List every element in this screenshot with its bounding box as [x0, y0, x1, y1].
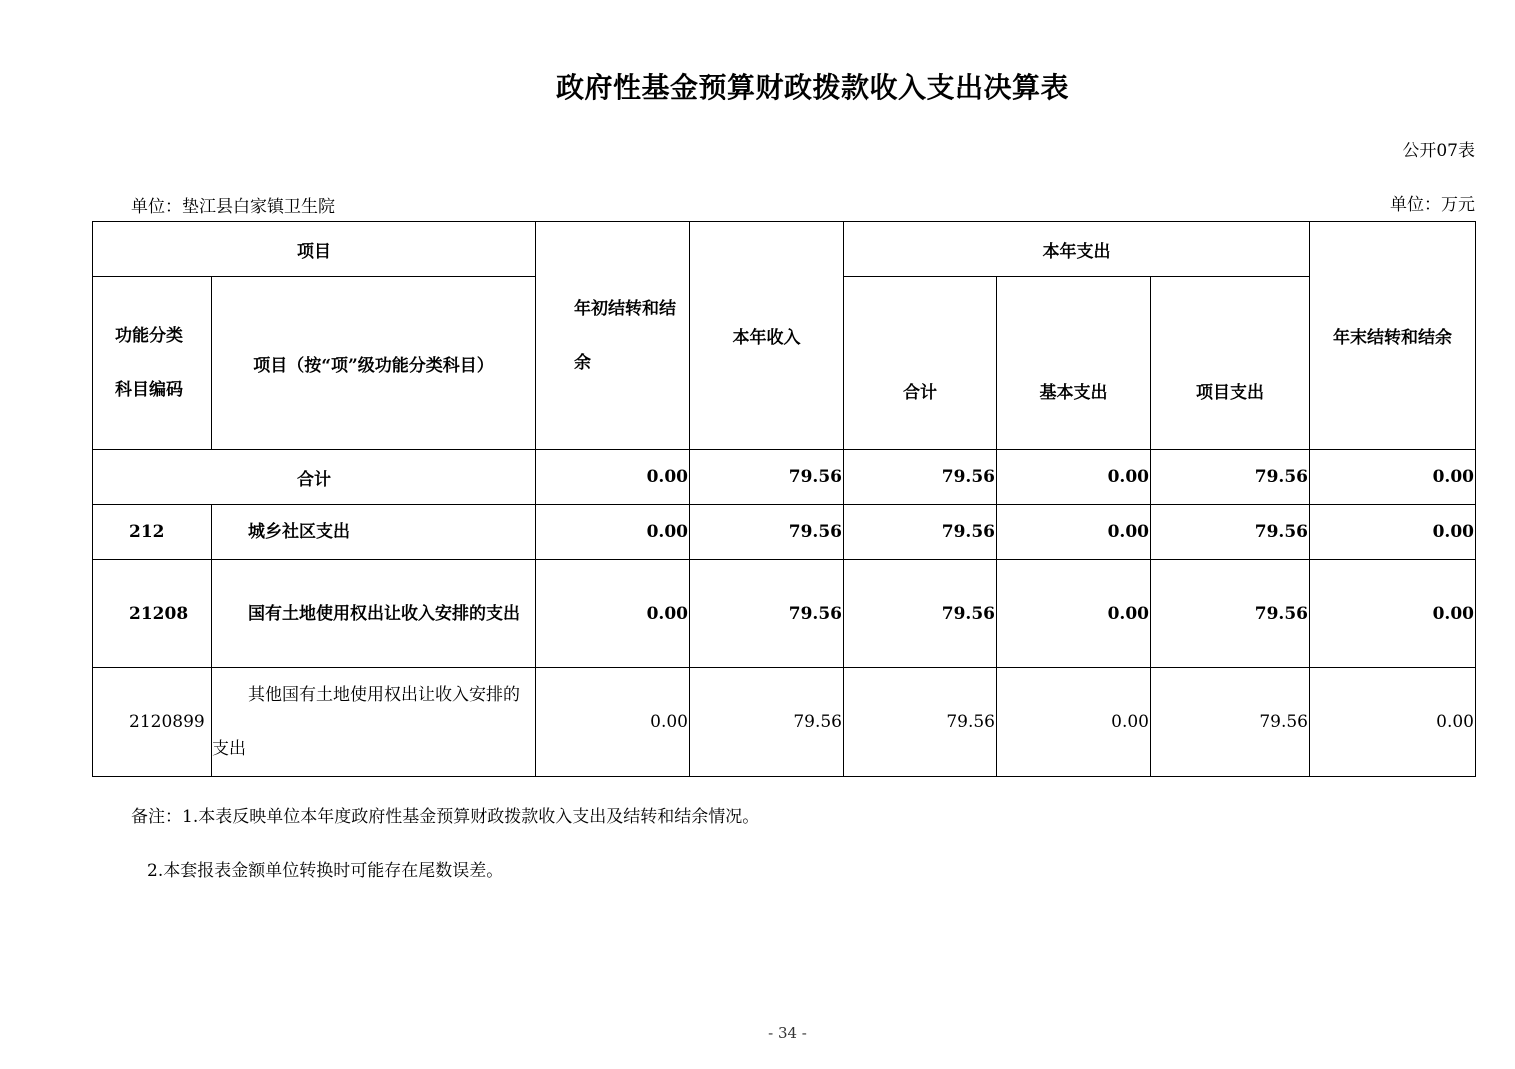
- header-row-1: [93, 222, 1476, 277]
- row-code: 212: [93, 505, 212, 560]
- total-exp-project: 79.56: [1151, 450, 1310, 505]
- row-closing: 0.00: [1310, 668, 1476, 777]
- page-number: - 34 -: [768, 1024, 807, 1042]
- table-row: [93, 668, 1476, 777]
- row-code: 21208: [93, 560, 212, 668]
- row-closing: 0.00: [1310, 505, 1476, 560]
- row-opening: 0.00: [536, 505, 690, 560]
- header-exp-project: 项目支出: [1151, 277, 1310, 450]
- row-income: 79.56: [690, 505, 844, 560]
- total-row: [93, 450, 1476, 505]
- row-name: 国有土地使用权出让收入安排的支出: [212, 560, 536, 668]
- header-closing: 年末结转和结余: [1310, 222, 1476, 450]
- table-row: [93, 560, 1476, 668]
- header-income: 本年收入: [690, 222, 844, 450]
- header-code: [93, 277, 212, 450]
- row-income: 79.56: [690, 668, 844, 777]
- row-exp-project: 79.56: [1151, 505, 1310, 560]
- row-exp-total: 79.56: [844, 505, 997, 560]
- total-opening: 0.00: [536, 450, 690, 505]
- unit-currency: 单位：万元: [1390, 195, 1475, 215]
- total-exp-total: 79.56: [844, 450, 997, 505]
- row-exp-total: 79.56: [844, 560, 997, 668]
- row-opening: 0.00: [536, 668, 690, 777]
- total-closing: 0.00: [1310, 450, 1476, 505]
- row-exp-basic: 0.00: [997, 505, 1151, 560]
- header-exp-basic: 基本支出: [997, 277, 1151, 450]
- form-number: 公开07表: [1402, 141, 1475, 161]
- row-closing: 0.00: [1310, 560, 1476, 668]
- header-expense: 本年支出: [844, 222, 1310, 277]
- budget-table-container: [92, 221, 1476, 777]
- header-name: 项目（按“项”级功能分类科目）: [212, 277, 536, 450]
- row-exp-total: 79.56: [844, 668, 997, 777]
- header-exp-total: 合计: [844, 277, 997, 450]
- row-exp-project: 79.56: [1151, 560, 1310, 668]
- row-income: 79.56: [690, 560, 844, 668]
- row-exp-basic: 0.00: [997, 668, 1151, 777]
- row-name: 城乡社区支出: [212, 505, 536, 560]
- header-code-line2: 科目编码: [115, 380, 183, 400]
- row-code: 2120899: [93, 668, 212, 777]
- total-income: 79.56: [690, 450, 844, 505]
- note-2: 2.本套报表金额单位转换时可能存在尾数误差。: [147, 861, 504, 881]
- budget-table: [92, 221, 1476, 777]
- header-code-line1: 功能分类: [115, 326, 183, 346]
- header-opening-label: 年初结转和结余: [574, 298, 676, 373]
- table-row: [93, 505, 1476, 560]
- page-title: 政府性基金预算财政拨款收入支出决算表: [555, 71, 1069, 104]
- total-label: 合计: [93, 450, 536, 505]
- row-exp-project: 79.56: [1151, 668, 1310, 777]
- row-opening: 0.00: [536, 560, 690, 668]
- row-exp-basic: 0.00: [997, 560, 1151, 668]
- unit-organization: 单位：垫江县白家镇卫生院: [131, 197, 335, 217]
- total-exp-basic: 0.00: [997, 450, 1151, 505]
- note-1: 备注：1.本表反映单位本年度政府性基金预算财政拨款收入支出及结转和结余情况。: [131, 807, 760, 827]
- row-name: 其他国有土地使用权出让收入安排的支出: [212, 668, 536, 777]
- header-project: 项目: [93, 222, 536, 277]
- header-opening: [536, 222, 690, 450]
